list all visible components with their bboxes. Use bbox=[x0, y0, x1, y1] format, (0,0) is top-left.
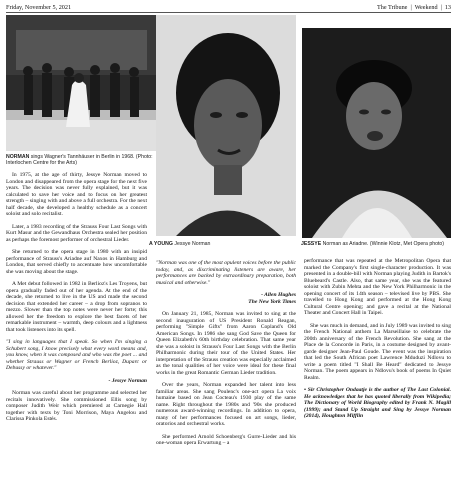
paragraph: She performed Arnold Schoenberg's Gurre-Lieder and his one-woman opera Erwartung – a bbox=[156, 433, 296, 446]
paragraph: Norman was careful about her programme and selected her recitals innovatively. She commissioned Ellis song by composer Judith Weir which premiered at Carnegie Hall together with texts by Toni Morrison, Maya Angelou and Clarissa Pinkola Estés. bbox=[6, 390, 147, 422]
paragraph: She returned to the opera stage in 1980 with an insipid performance of Strauss's Ariadne auf Naxos in Hamburg and London, that served chiefly to accentuate how uncomfortable she was moving about the stage. bbox=[6, 249, 147, 275]
header-section: Weekend bbox=[414, 3, 438, 11]
caption-name: JESSYE bbox=[301, 241, 322, 247]
caption-text: Jessye Norman bbox=[174, 241, 211, 247]
paragraph: performance that was repeated at the Metropolitan Opera that marked the Company's first single-character production. It was presented in a double-bill with Norman playing Judith in Bartok's Bluebeard's Castle. Also, that same year, she was the featured soloist with Zubin Mehta and the New York Philharmonic in the opening concert of its 14th season – televised live by PBS. She travelled to Hong Kong and performed at the Hong Kong Cultural Centre opening; and gave a recital at the National Theater and Concert Hall in Taipei. bbox=[304, 258, 451, 316]
paragraph: A Met debut followed in 1982 in Berlioz's Les Troyens, but opera gradually faded out of her agenda. At the end of the decade, she returned to live in the US and made the second decision that extended her career – a drop from sopranos to mezzo. Slower than the top notes were never her forte; this allowed her the freedom to explore the best facets of her remarkable instrument – warmth, deep colours and a lightness that took listeners into its spell. bbox=[6, 281, 147, 333]
caption-name: NORMAN bbox=[6, 154, 30, 160]
quote-attribution: - Allen Hughes The New York Times bbox=[248, 292, 296, 305]
author-note: • Sir Christopher Ondaatje is the author of The Last Colonial. He acknowledges that he has quoted liberally from Wikipedia; The Dictionary of World Biography edited by Frank N. Magill (1999); and Stand Up Straight and Sing by Jessye Norman (2014), Houghton Mifflin bbox=[304, 387, 451, 419]
caption-name: A YOUNG bbox=[149, 241, 173, 247]
article-column-3 bbox=[304, 258, 451, 478]
header-page-number: 13 bbox=[444, 3, 451, 11]
header-date: Friday, November 5, 2021 bbox=[6, 3, 72, 11]
stage-photo-caption bbox=[6, 154, 158, 166]
pull-quote: "I sing in languages that I speak. So when I'm singing a Schubert song, I know precisely what every word means and, you know, when it was composed and who was the poet ... and whether Strauss or Wagner or French Berlioz, Duparc or Debussy or whatever." bbox=[6, 339, 147, 371]
stage-photo bbox=[6, 15, 157, 151]
article-column-1 bbox=[6, 172, 147, 478]
quote-attribution: - Jessye Norman bbox=[108, 377, 147, 384]
paragraph: Later, a 1983 recording of the Strauss Four Last Songs with Kurt Masur and the Gewandhaus Orchestra sealed her position as perhaps the foremost performer of orchestral Lieder. bbox=[6, 223, 147, 243]
article-column-2 bbox=[156, 260, 296, 478]
ariadne-photo bbox=[302, 28, 451, 238]
caption-text: Norman as Ariadne. (Winnie Klotz, Met Opera photo) bbox=[322, 241, 445, 247]
pull-quote: "Norman was one of the most opulent voices before the public today, and, as discriminating listeners are aware, her performances are backed by extraordinary preparation, both musical and otherwise." bbox=[156, 260, 296, 286]
paragraph: In 1975, at the age of thirty, Jessye Norman moved to London and disappeared from the opera stage for the next five years. The decision was never fully explained, but it was calculated to save her voice and to focus on her greatest strength – singing with and above a full orchestra. For the next half decade, she developed a healthy schedule as a concert soloist and solo recitalist. bbox=[6, 172, 147, 217]
ariadne-photo-caption bbox=[301, 241, 451, 247]
header-publication: The Tribune bbox=[377, 3, 408, 11]
page-header bbox=[6, 2, 451, 13]
paragraph: She was much in demand, and in July 1989 was invited to sing the French National anthem La Marseillaise to celebrate the 200th anniversary of the French Revolution. She sang at the Place de la Concorde in Paris, in a costume designed by avant-garde designer Jean-Paul Goude. The event was the inspiration that led the South African poet Lawrence Mduduzi Ndlovu to write a poem titled "I Shall Be Heard" dedicated to Jessye Norman. The poem appears in Ndlovu's book of poems In Quiet Realm. bbox=[304, 322, 451, 381]
portrait-photo bbox=[156, 15, 296, 236]
caption-text: sings Wagner's Tannhäuser in Berlin in 1968. (Photo: Interlochen Centre for the Arts) bbox=[6, 154, 153, 167]
portrait-photo-caption bbox=[149, 241, 297, 247]
header-right: The Tribune | Weekend | 13 bbox=[377, 3, 451, 11]
paragraph: Over the years, Norman expanded her talent into less familiar areas. She sang Poulenc's one-act opera La voix humaine based on Jean Cocteau's 1930 play of the same name. Right throughout the 1980s and '90s she produced numerous award-winning recordings. In addition to opera, many of her performances focused on art songs, lieder, oratorios and orchestral works. bbox=[156, 382, 296, 427]
paragraph: On January 21, 1985, Norman was invited to sing at the second inauguration of US President Ronald Reagan, performing "Simple Gifts" from Aaron Copland's Old American Songs. In 1986 she sang God Save the Queen for Queen Elizabeth's 60th birthday celebration. That same year she was a soloist in Strauss's Four Last Songs with the Berlin Philharmonic during their tour of the United States. Her interpretation of the Strauss creation was especially acclaimed as the tonal qualities of her voice were ideal for these final works in the great Romantic German Lieder tradition. bbox=[156, 311, 296, 376]
